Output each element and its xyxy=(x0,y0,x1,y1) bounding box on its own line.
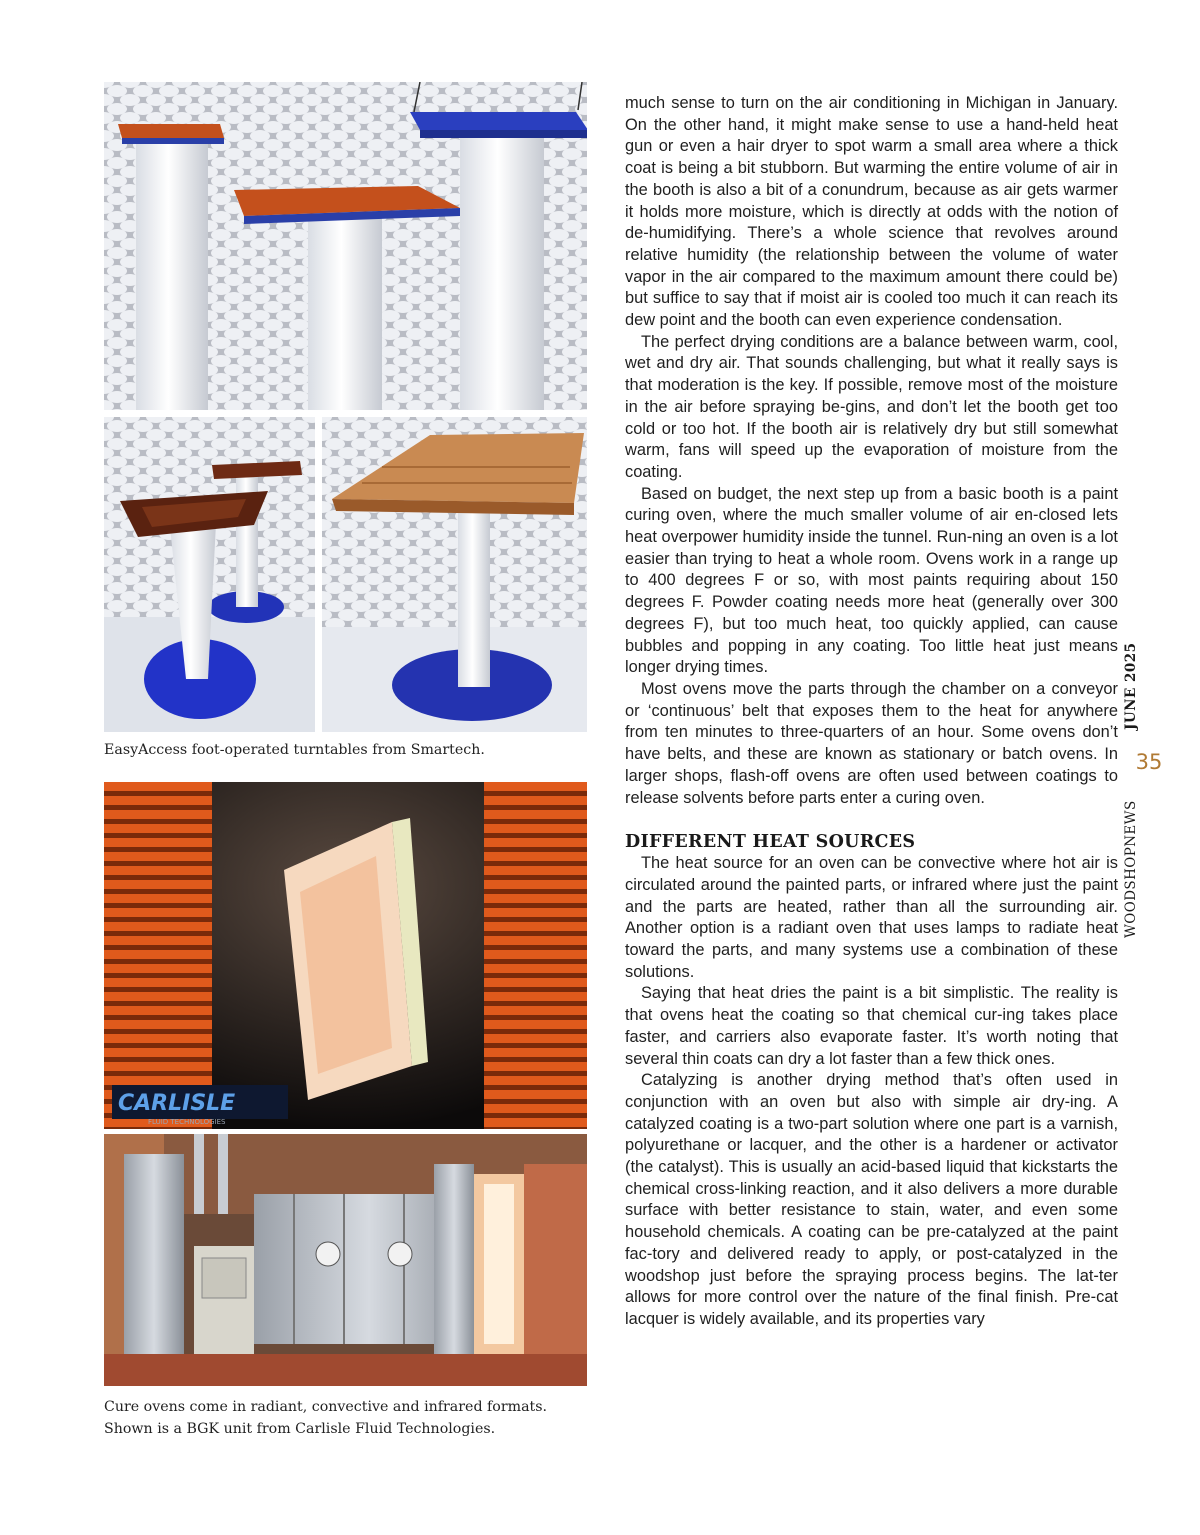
folio-issue-date: JUNE 2025 xyxy=(1123,642,1139,730)
article-paragraph: Most ovens move the parts through the chamber on a conveyor or ‘continuous’ belt that exposes them to the heat for anywhere from ten minutes to three-quarters of an hour. Some ovens don’t have belts, and these are known as stationary or batch ovens. In larger shops, flash-off ovens are often used between coatings to release solvents before parts enter a curing oven. xyxy=(625,679,1118,807)
turntables-photo-top xyxy=(104,82,587,410)
article-paragraph: The heat source for an oven can be convective where hot air is circulated around the painted parts, or infrared where just the paint and the parts are heated, rather than all the surrounding air. Another option is a radiant oven that uses lamps to radiate heat toward the parts, and many systems use a combination of these solutions. xyxy=(625,854,1118,981)
carlisle-logo-text: CARLISLE xyxy=(118,1091,236,1116)
section-subhead: DIFFERENT HEAT SOURCES xyxy=(625,832,916,853)
figure-caption-cure-ovens: Cure ovens come in radiant, convective and infrared formats. Shown is a BGK unit from Carlisle Fluid Technologies. xyxy=(104,1399,548,1437)
cure-oven-photo xyxy=(104,782,587,1129)
carlisle-logo-subtext: FLUID TECHNOLOGIES xyxy=(148,1118,226,1126)
article-paragraph: much sense to turn on the air conditioning in Michigan in January. On the other hand, it might make sense to use a hand-held heat gun or even a hair dryer to spot warm a small area where a thick coat is being a bit stubborn. But warming the entire volume of air in the booth is also a bit of a conundrum, because as air gets warmer it holds more moisture, which is directly at odds with the notion of de-humidifying. There’s a whole science that revolves around relative humidity (the relationship between the volume of water vapor in the air compared to the maximum amount there could be) but suffice to say that if moist air is cooled too much it can reach its dew point and the booth can even experience condensation. xyxy=(625,94,1118,330)
folio-magazine-name: WOODSHOPNEWS xyxy=(1123,800,1139,938)
turntables-photo-bottom-left xyxy=(104,417,315,732)
article-paragraph: Saying that heat dries the paint is a bit simplistic. The reality is that ovens heat the coating so that chemical cur-ing takes place faster, and carriers also evaporate faster. It’s worth noting that several thin coats can dry a lot faster than a few thick ones. xyxy=(625,984,1118,1068)
bgk-oven-photo xyxy=(104,1134,587,1386)
article-body xyxy=(625,93,1118,1331)
article-paragraph: Based on budget, the next step up from a basic booth is a paint curing oven, where the much smaller volume of air en-closed lets heat overpower humidity inside the tunnel. Run-ning an oven is a lot easier than trying to heat a whole room. Ovens work in a range up to 400 degrees F or so, with most paints requiring about 150 degrees F. Powder coating needs more heat (generally over 300 degrees F), but too much heat, too quickly applied, can cause bubbles and popping in any coating. Too little heat just means longer drying times. xyxy=(625,484,1118,677)
turntables-photo-bottom-right xyxy=(322,417,587,732)
article-paragraph: Catalyzing is another drying method that’s often used in conjunction with an oven but also with simple air dry-ing. A catalyzed coating is a two-part solution where one part is a varnish, polyurethane or lacquer, and the other is a hardener or activator (the catalyst). This is usually an acid-based liquid that kickstarts the chemical cross-linking reaction, and it also delivers a more durable surface with better resistance to stain, water, and even some household chemicals. A coating can be pre-catalyzed at the paint fac-tory and delivered ready to apply, or post-catalyzed in the woodshop just before the spraying process begins. The lat-ter allows for more control over the nature of the final finish. Pre-cat lacquer is widely available, and its properties vary xyxy=(625,1071,1118,1328)
folio-page-number: 35 xyxy=(1135,750,1163,774)
article-paragraph: The perfect drying conditions are a balance between warm, cool, wet and dry air. That sounds challenging, but what it really says is that moderation is the key. If possible, remove most of the moisture in the air before spraying be-gins, and don’t let the booth get too cold or too hot. If the booth air is relatively dry but still somewhat warm, fans will speed up the evaporation of moisture from the coating. xyxy=(625,332,1118,481)
figure-caption-turntables: EasyAccess foot-operated turntables from Smartech. xyxy=(104,742,485,758)
